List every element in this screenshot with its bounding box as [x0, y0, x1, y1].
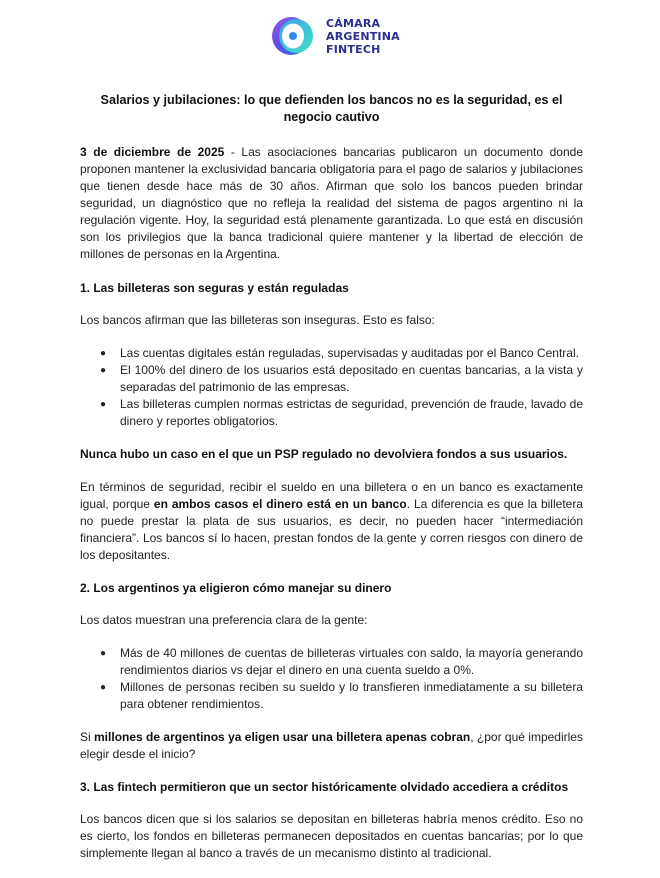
- section-3-heading: 3. Las fintech permitieron que un sector históricamente olvidado accediera a créditos: [80, 780, 569, 794]
- section-2-lead: Los datos muestran una preferencia clara de la gente:: [80, 613, 368, 627]
- list-item-text: Las cuentas digitales están reguladas, supervisadas y auditadas por el Banco Central.: [120, 346, 579, 360]
- section-1-lead: Los bancos afirman que las billeteras son inseguras. Esto es falso:: [80, 313, 435, 327]
- logo-ring-icon: [270, 13, 316, 59]
- section-1-heading: 1. Las billeteras son seguras y están reguladas: [80, 281, 349, 295]
- list-item-text: Más de 40 millones de cuentas de billeteras virtuales con saldo, la mayoría generando rendimientos diarios vs dejar el dinero en una cuenta sueldo a 0%.: [120, 646, 583, 677]
- section-2-bullet-list: [80, 645, 583, 713]
- camara-argentina-fintech-logo: [270, 12, 400, 60]
- logo-line-2: ARGENTINA: [326, 29, 400, 43]
- section-1-paragraph: [80, 479, 583, 564]
- bullet-icon: ●: [100, 348, 107, 359]
- section-1-bullet-list: [80, 345, 583, 430]
- intro-text: - Las asociaciones bancarias publicaron un documento donde proponen mantener la exclusividad bancaria obligatoria para el pago de salarios y jubilaciones que tienen desde hace más de 30 años. Afirman que solo los bancos pueden brindar seguridad, un diagnóstico que no refleja la realidad del sistema de pagos argentino ni la regulación vigente. Hoy, la seguridad está plenamente garantizada. Lo que está en discusión son los privilegios que la banca tradicional quiere mantener y la libertad de elección de millones de personas en la Argentina.: [80, 145, 583, 261]
- section-1-statement: Nunca hubo un caso en el que un PSP regulado no devolviera fondos a sus usuarios.: [80, 447, 568, 461]
- logo-wordmark: [326, 17, 400, 56]
- intro-paragraph: [80, 144, 583, 263]
- bullet-icon: ●: [100, 682, 107, 693]
- logo-line-1: CÁMARA: [326, 16, 381, 30]
- paragraph-emphasis: millones de argentinos ya eligen usar una billetera apenas cobran: [94, 730, 471, 744]
- bullet-icon: ●: [100, 365, 107, 376]
- paragraph-text: Si: [80, 730, 95, 744]
- list-item-text: Millones de personas reciben su sueldo y lo transfieren inmediatamente a su billetera para obtener rendimientos.: [120, 680, 583, 711]
- paragraph-text: En términos de seguridad, recibir el sueldo en una billetera o en un banco es exactamente igual, porque: [80, 480, 583, 511]
- list-item: [100, 362, 583, 396]
- list-item: [100, 345, 583, 362]
- list-item: [100, 645, 583, 679]
- document-title: Salarios y jubilaciones: lo que defienden los bancos no es la seguridad, es el negocio cautivo: [100, 93, 563, 124]
- intro-date: 3 de diciembre de 2025: [80, 145, 225, 159]
- list-item: [100, 679, 583, 713]
- paragraph-emphasis: en ambos casos el dinero está en un banco: [153, 497, 407, 511]
- section-3-paragraph: Los bancos dicen que si los salarios se depositan en billeteras habría menos crédito. Eso no es cierto, los fondos en billeteras permanecen depositados en cuentas bancarias; por lo que simplemente llegan al banco a través de un mecanismo distinto al tradicional.: [80, 812, 583, 860]
- logo-line-3: FINTECH: [326, 42, 381, 56]
- paragraph-text: . La diferencia es que la billetera no puede prestar la plata de sus usuarios, es decir, no pueden hacer “intermediación financiera”. Los bancos sí lo hacen, prestan fondos de la gente y corren riesgos con dinero de los depositantes.: [80, 497, 583, 562]
- bullet-icon: ●: [100, 648, 107, 659]
- bullet-icon: ●: [100, 399, 107, 410]
- list-item-text: Las billeteras cumplen normas estrictas de seguridad, prevención de fraude, lavado de dinero y reportes obligatorios.: [120, 397, 583, 428]
- section-2-heading: 2. Los argentinos ya eligieron cómo manejar su dinero: [80, 581, 392, 595]
- document-body: [80, 92, 583, 878]
- list-item-text: El 100% del dinero de los usuarios está depositado en cuentas bancarias, a la vista y separadas del patrimonio de las empresas.: [120, 363, 583, 394]
- paragraph-text: , ¿por qué impedirles elegir desde el inicio?: [80, 730, 583, 761]
- section-2-paragraph: [80, 729, 583, 763]
- list-item: [100, 396, 583, 430]
